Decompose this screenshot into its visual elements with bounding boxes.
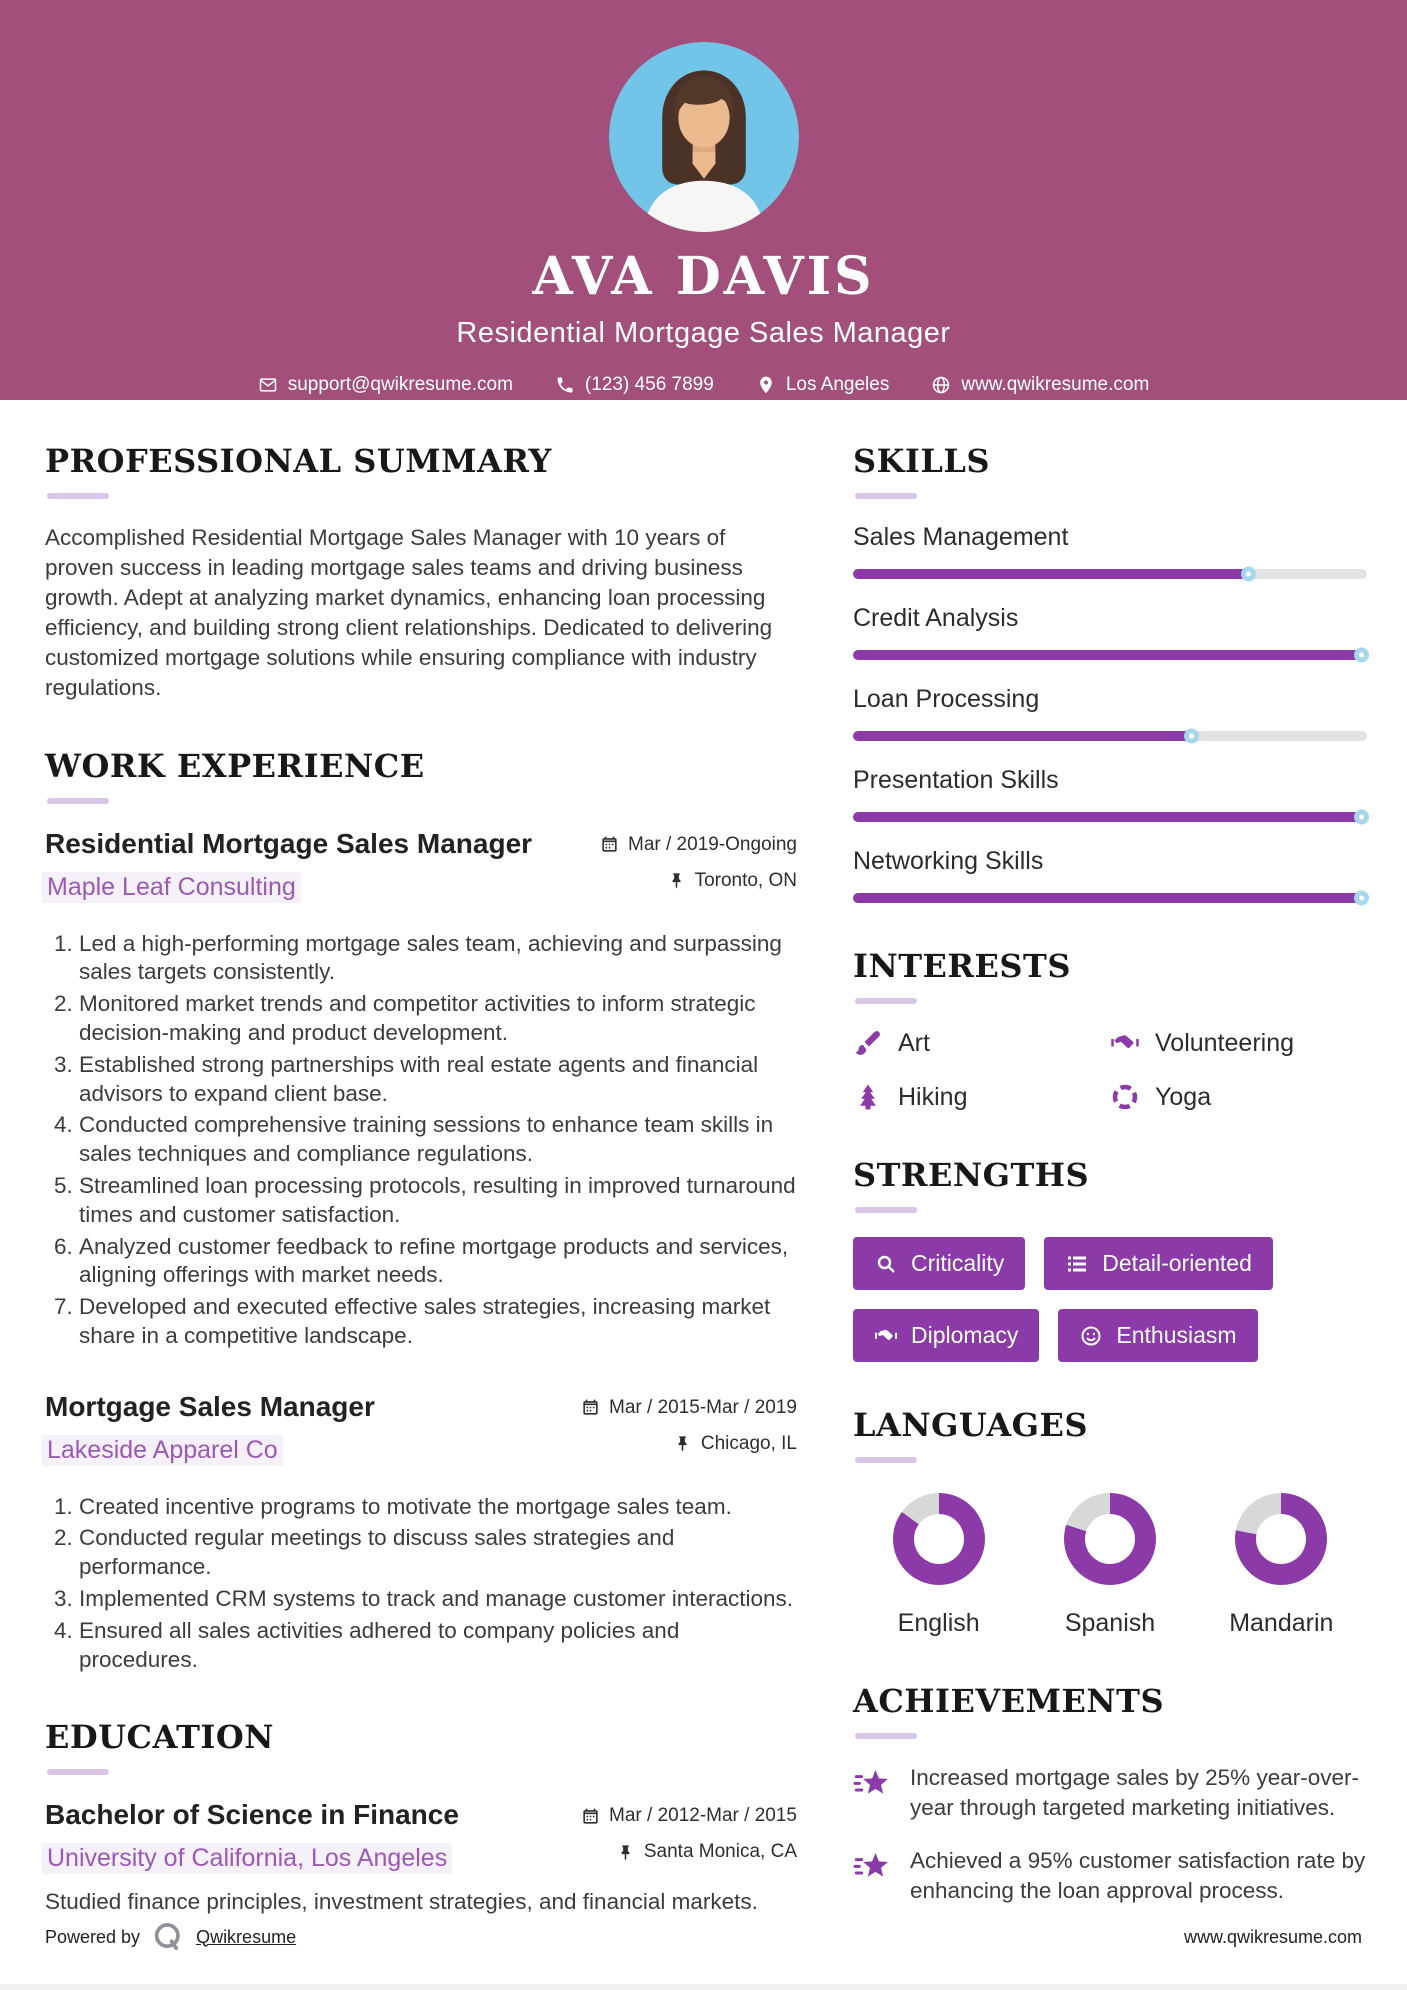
job-date bbox=[600, 834, 797, 856]
skill-slider[interactable] bbox=[853, 812, 1367, 822]
job-location-text: Chicago, IL bbox=[700, 1432, 797, 1454]
skill-slider-knob[interactable] bbox=[1241, 567, 1256, 582]
location-pin-icon bbox=[756, 375, 776, 395]
qwikresume-logo-icon bbox=[151, 1920, 185, 1954]
section-education bbox=[45, 1718, 797, 1917]
skill-row bbox=[853, 685, 1367, 741]
job-entry bbox=[45, 1391, 797, 1675]
page-header bbox=[0, 0, 1407, 400]
interest-label: Hiking bbox=[898, 1082, 968, 1111]
achievement-item bbox=[853, 1763, 1367, 1824]
strength-badge-enthusiasm[interactable] bbox=[1058, 1309, 1257, 1362]
skill-slider[interactable] bbox=[853, 731, 1367, 741]
education-date-text: Mar / 2012-Mar / 2015 bbox=[609, 1805, 797, 1827]
strengths-list bbox=[853, 1237, 1367, 1362]
contact-website-text: www.qwikresume.com bbox=[961, 374, 1150, 395]
contact-phone bbox=[555, 374, 714, 396]
strengths-heading: STRENGTHS bbox=[853, 1156, 1090, 1194]
skill-slider[interactable] bbox=[853, 893, 1367, 903]
job-bullet: 3. Established strong partnerships with real estate agents and financial advisors to expand client base. bbox=[79, 1051, 797, 1109]
star-icon bbox=[853, 1848, 893, 1888]
interests-heading: INTERESTS bbox=[853, 947, 1071, 985]
education-title-block bbox=[45, 1799, 459, 1874]
heading-underline bbox=[855, 998, 917, 1004]
strength-badge-diplomacy[interactable] bbox=[853, 1309, 1039, 1362]
job-bullet: 7. Developed and executed effective sales strategies, increasing market share in a competitive landscape. bbox=[79, 1293, 797, 1351]
section-strengths bbox=[853, 1156, 1367, 1362]
skill-row bbox=[853, 604, 1367, 660]
achievement-text: Increased mortgage sales by 25% year-over-year through targeted marketing initiatives. bbox=[910, 1765, 1359, 1821]
language-label: Spanish bbox=[1064, 1609, 1156, 1637]
section-professional-summary bbox=[45, 442, 797, 703]
education-school-link[interactable]: University of California, Los Angeles bbox=[42, 1843, 452, 1874]
main-content bbox=[0, 400, 1407, 1961]
job-entry bbox=[45, 828, 797, 1351]
job-company-link[interactable]: Lakeside Apparel Co bbox=[42, 1435, 283, 1466]
language-donut-chart bbox=[893, 1493, 985, 1585]
lifebuoy-icon bbox=[1110, 1082, 1140, 1112]
job-header bbox=[45, 1391, 797, 1469]
pushpin-icon bbox=[667, 871, 686, 890]
job-bullet: 5. Streamlined loan processing protocols, resulting in improved turnaround times and customer satisfaction. bbox=[79, 1172, 797, 1230]
language-donut-chart bbox=[1064, 1493, 1156, 1585]
calendar-icon bbox=[581, 1807, 600, 1826]
job-company-link[interactable]: Maple Leaf Consulting bbox=[42, 872, 301, 903]
language-donut-chart bbox=[1235, 1493, 1327, 1585]
interest-label: Volunteering bbox=[1155, 1028, 1295, 1057]
language-item bbox=[1196, 1487, 1367, 1638]
skill-slider-fill bbox=[853, 893, 1367, 903]
languages-heading: LANGUAGES bbox=[853, 1406, 1088, 1444]
strength-label: Detail-oriented bbox=[1102, 1250, 1252, 1276]
person-title: Residential Mortgage Sales Manager bbox=[456, 317, 951, 349]
job-bullet: 1. Led a high-performing mortgage sales team, achieving and surpassing sales targets consistently. bbox=[79, 930, 797, 988]
education-location bbox=[581, 1841, 797, 1863]
calendar-icon bbox=[600, 835, 619, 854]
job-bullet: 3. Implemented CRM systems to track and manage customer interactions. bbox=[79, 1585, 797, 1614]
contact-location-text: Los Angeles bbox=[785, 374, 890, 395]
heading-underline bbox=[47, 493, 109, 499]
language-item bbox=[853, 1487, 1024, 1638]
heading-underline bbox=[855, 1207, 917, 1213]
job-bullet: 4. Conducted comprehensive training sessions to enhance team skills in sales techniques and compliance regulations. bbox=[79, 1111, 797, 1169]
interest-item bbox=[853, 1082, 1110, 1112]
contact-email[interactable] bbox=[258, 374, 513, 396]
interest-item bbox=[853, 1028, 1110, 1058]
search-icon bbox=[874, 1252, 898, 1276]
smiley-icon bbox=[1079, 1324, 1103, 1348]
powered-by-text: Powered by bbox=[45, 1926, 141, 1947]
education-header bbox=[45, 1799, 797, 1877]
interest-item bbox=[1110, 1082, 1367, 1112]
job-date-text: Mar / 2015-Mar / 2019 bbox=[609, 1396, 797, 1418]
skill-slider[interactable] bbox=[853, 569, 1367, 579]
section-skills bbox=[853, 442, 1367, 903]
achievements-heading: ACHIEVEMENTS bbox=[853, 1682, 1165, 1720]
profile-photo bbox=[609, 42, 799, 232]
skills-heading: SKILLS bbox=[853, 442, 990, 480]
section-work-experience bbox=[45, 747, 797, 1675]
section-interests bbox=[853, 947, 1367, 1112]
skill-name: Sales Management bbox=[853, 523, 1069, 551]
skill-slider-knob[interactable] bbox=[1184, 729, 1199, 744]
job-bullets bbox=[45, 930, 797, 1351]
languages-list bbox=[853, 1487, 1367, 1638]
list-icon bbox=[1065, 1252, 1089, 1276]
strength-badge-detail-oriented[interactable] bbox=[1044, 1237, 1273, 1290]
interest-item bbox=[1110, 1028, 1367, 1058]
strength-label: Enthusiasm bbox=[1116, 1322, 1237, 1348]
qwikresume-brand-link[interactable]: Qwikresume bbox=[196, 1926, 297, 1947]
star-icon bbox=[853, 1765, 893, 1805]
education-description: Studied finance principles, investment strategies, and financial markets. bbox=[45, 1889, 758, 1915]
skill-slider-fill bbox=[853, 731, 1197, 741]
summary-text: Accomplished Residential Mortgage Sales Manager with 10 years of proven success in leading mortgage sales teams and driving business growth. Adept at analyzing market dynamics, enhancing loan processing efficiency, and building strong client relationships. Dedicated to delivering customized mortgage solutions while ensuring compliance with industry regulations. bbox=[45, 525, 773, 700]
job-title: Mortgage Sales Manager bbox=[45, 1390, 375, 1422]
achievement-text: Achieved a 95% customer satisfaction rate by enhancing the loan approval process. bbox=[910, 1847, 1366, 1904]
job-bullet: 1. Created incentive programs to motivate the mortgage sales team. bbox=[79, 1493, 797, 1522]
calendar-icon bbox=[581, 1398, 600, 1417]
left-column bbox=[45, 442, 797, 1961]
education-date bbox=[581, 1805, 797, 1827]
contact-website[interactable] bbox=[931, 374, 1149, 396]
powered-by bbox=[45, 1920, 296, 1954]
skill-name: Credit Analysis bbox=[853, 604, 1019, 632]
heading-underline bbox=[855, 493, 917, 499]
contact-location bbox=[756, 374, 890, 396]
skill-name: Loan Processing bbox=[853, 685, 1040, 713]
language-label: English bbox=[897, 1609, 980, 1637]
job-meta bbox=[600, 828, 797, 906]
achievement-item bbox=[853, 1846, 1367, 1907]
education-location-text: Santa Monica, CA bbox=[643, 1841, 797, 1863]
strength-label: Criticality bbox=[911, 1250, 1005, 1276]
job-title: Residential Mortgage Sales Manager bbox=[45, 827, 533, 859]
pushpin-icon bbox=[616, 1843, 635, 1862]
person-name: AVA DAVIS bbox=[532, 246, 875, 307]
job-bullet: 2. Monitored market trends and competitor activities to inform strategic decision-making and product development. bbox=[79, 990, 797, 1048]
job-title-block bbox=[45, 828, 532, 903]
education-degree: Bachelor of Science in Finance bbox=[45, 1799, 459, 1831]
right-column bbox=[853, 442, 1367, 1961]
job-bullet: 2. Conducted regular meetings to discuss sales strategies and performance. bbox=[79, 1524, 797, 1582]
heading-underline bbox=[47, 798, 109, 804]
heading-underline bbox=[855, 1457, 917, 1463]
interests-grid bbox=[853, 1028, 1367, 1112]
tree-icon bbox=[853, 1082, 883, 1112]
paintbrush-icon bbox=[853, 1028, 883, 1058]
job-date bbox=[581, 1397, 797, 1419]
skill-name: Presentation Skills bbox=[853, 766, 1059, 794]
summary-heading: PROFESSIONAL SUMMARY bbox=[45, 442, 552, 480]
bottom-strip bbox=[0, 1984, 1407, 1990]
skill-slider-knob[interactable] bbox=[1354, 648, 1369, 663]
skill-row bbox=[853, 523, 1367, 579]
education-heading: EDUCATION bbox=[45, 1718, 274, 1757]
pushpin-icon bbox=[673, 1434, 692, 1453]
education-meta bbox=[581, 1799, 797, 1877]
skill-slider[interactable] bbox=[853, 650, 1367, 660]
page-footer bbox=[45, 1920, 1362, 1954]
job-meta bbox=[581, 1391, 797, 1469]
profile-photo-illustration bbox=[609, 42, 799, 232]
job-title-block bbox=[45, 1391, 375, 1466]
handshake-icon bbox=[874, 1324, 898, 1348]
job-header bbox=[45, 828, 797, 906]
job-location bbox=[581, 1433, 797, 1455]
strength-label: Diplomacy bbox=[911, 1322, 1019, 1348]
skill-row bbox=[853, 847, 1367, 903]
skill-row bbox=[853, 766, 1367, 822]
phone-icon bbox=[555, 375, 575, 395]
contact-phone-text: (123) 456 7899 bbox=[584, 374, 714, 395]
job-location-text: Toronto, ON bbox=[694, 869, 797, 891]
interest-label: Yoga bbox=[1155, 1082, 1212, 1111]
skill-slider-fill bbox=[853, 569, 1254, 579]
skill-slider-knob[interactable] bbox=[1354, 810, 1369, 825]
mail-icon bbox=[258, 375, 278, 395]
heading-underline bbox=[855, 1733, 917, 1739]
contact-email-text: support@qwikresume.com bbox=[287, 374, 513, 395]
section-achievements bbox=[853, 1682, 1367, 1907]
skill-slider-fill bbox=[853, 650, 1367, 660]
job-bullet: 6. Analyzed customer feedback to refine mortgage products and services, aligning offerings with market needs. bbox=[79, 1233, 797, 1291]
skill-slider-knob[interactable] bbox=[1354, 891, 1369, 906]
job-bullets bbox=[45, 1493, 797, 1675]
contact-row bbox=[0, 374, 1407, 396]
footer-website-link[interactable]: www.qwikresume.com bbox=[1183, 1926, 1362, 1947]
skill-slider-fill bbox=[853, 812, 1367, 822]
section-languages bbox=[853, 1406, 1367, 1638]
language-label: Mandarin bbox=[1229, 1609, 1334, 1637]
skill-name: Networking Skills bbox=[853, 847, 1044, 875]
job-bullet: 4. Ensured all sales activities adhered to company policies and procedures. bbox=[79, 1617, 797, 1675]
interest-label: Art bbox=[898, 1028, 930, 1057]
strength-badge-criticality[interactable] bbox=[853, 1237, 1025, 1290]
experience-heading: WORK EXPERIENCE bbox=[45, 746, 425, 785]
job-location bbox=[600, 870, 797, 892]
globe-icon bbox=[931, 375, 951, 395]
heading-underline bbox=[47, 1769, 109, 1775]
handshake-icon bbox=[1110, 1028, 1140, 1058]
language-item bbox=[1024, 1487, 1195, 1638]
job-date-text: Mar / 2019-Ongoing bbox=[628, 833, 797, 855]
